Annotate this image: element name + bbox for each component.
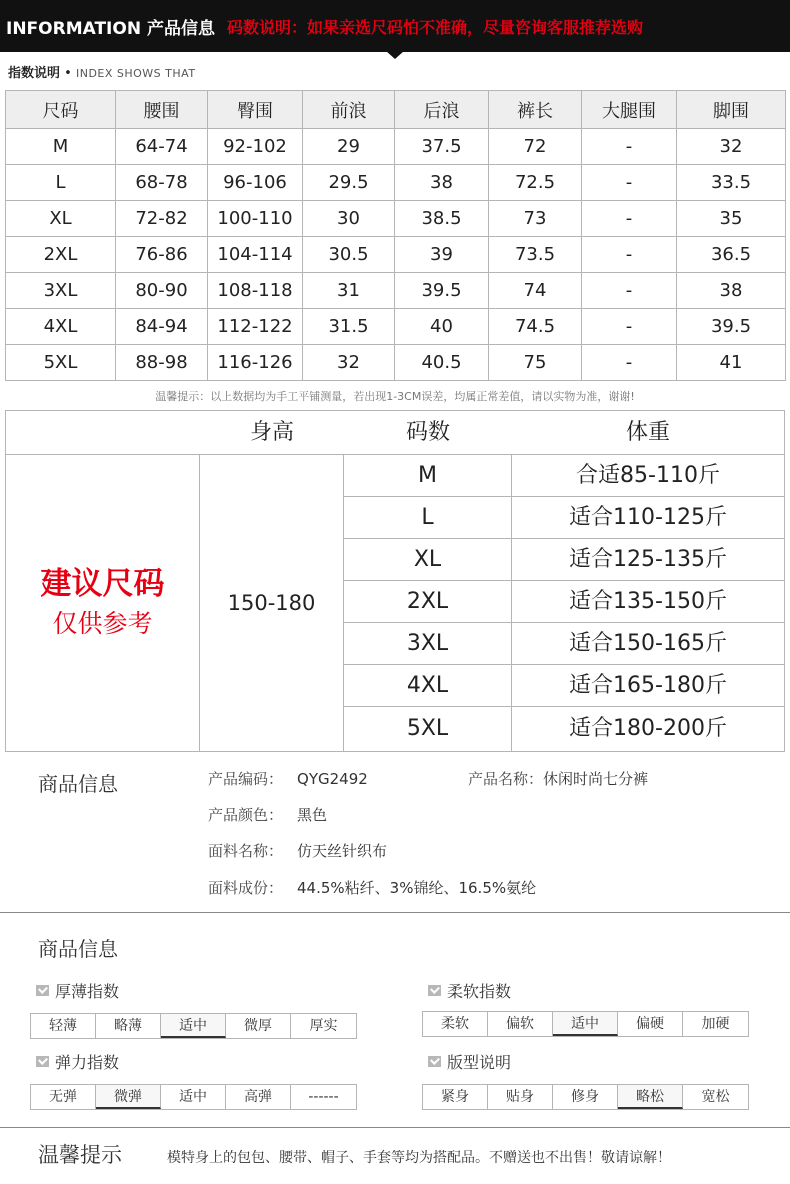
table-cell: -	[582, 345, 677, 381]
table-cell: 2XL	[6, 237, 116, 273]
softness-label	[428, 979, 511, 1002]
measurement-tip: 温馨提示：以上数据均为手工平铺测量，若出现1-3CM误差，均属正常差值，请以实物为准，谢谢!	[155, 390, 635, 403]
table-cell: 3XL	[6, 273, 116, 309]
warm-tip-text: 模特身上的包包、腰带、帽子、手套等均为搭配品。不赠送也不出售！敬请谅解！	[167, 1150, 671, 1166]
header-size: 尺码	[6, 91, 116, 129]
scale-option: ------	[308, 1089, 339, 1105]
product-color-value: 黑色	[297, 806, 328, 824]
table-cell: 74.5	[489, 309, 582, 345]
table-cell: 36.5	[677, 237, 786, 273]
table-cell: 41	[677, 345, 786, 381]
fit-label	[428, 1050, 511, 1073]
table-cell: 40	[395, 309, 489, 345]
table-cell: 92-102	[208, 129, 303, 165]
header-leg-opening: 脚围	[677, 91, 786, 129]
table-cell: 39	[395, 237, 489, 273]
table-row	[6, 165, 786, 201]
warm-tip-title: 温馨提示	[38, 1143, 122, 1167]
table-cell: L	[6, 165, 116, 201]
table-cell: -	[582, 309, 677, 345]
header-length: 裤长	[489, 91, 582, 129]
product-composition	[208, 877, 536, 898]
product-fabric	[208, 840, 387, 861]
softness-scale	[422, 1011, 749, 1037]
table-row	[6, 345, 786, 381]
recommend-weight: 适合180-200斤	[569, 716, 727, 741]
index-label: 指数说明	[8, 66, 61, 81]
fit-scale	[422, 1084, 749, 1110]
table-cell: -	[582, 165, 677, 201]
scale-option-selected: 微弹	[96, 1085, 161, 1109]
table-cell: 72-82	[116, 201, 208, 237]
table-cell: 108-118	[208, 273, 303, 309]
scale-option: 略薄	[96, 1014, 161, 1038]
scale-option: 修身	[553, 1085, 618, 1109]
scale-option: 高弹	[226, 1085, 291, 1109]
scale-option: 厚实	[309, 1018, 338, 1034]
product-name	[468, 768, 648, 789]
recommend-code: M	[344, 455, 512, 497]
scale-option: 紧身	[423, 1085, 488, 1109]
table-cell: 4XL	[6, 309, 116, 345]
scale-option: 加硬	[701, 1016, 730, 1032]
fit-label-text: 版型说明	[447, 1053, 512, 1072]
table-cell: 74	[489, 273, 582, 309]
elasticity-label-text: 弹力指数	[55, 1053, 120, 1072]
scale-option: 轻薄	[31, 1014, 96, 1038]
recommend-label-big: 建议尺码	[40, 566, 165, 602]
table-cell: 38.5	[395, 201, 489, 237]
product-code	[208, 768, 368, 789]
table-cell: 38	[395, 165, 489, 201]
scale-option: 贴身	[488, 1085, 553, 1109]
check-icon	[36, 1056, 49, 1067]
product-composition-value: 44.5%粘纤、3%锦纶、16.5%氨纶	[297, 879, 537, 897]
table-row	[6, 129, 786, 165]
table-cell: -	[582, 237, 677, 273]
table-cell: 30.5	[303, 237, 395, 273]
scale-option: 柔软	[423, 1012, 488, 1036]
check-icon	[428, 1056, 441, 1067]
recommend-header-weight: 体重	[625, 420, 670, 445]
product-code-label: 产品编码：	[208, 770, 284, 788]
index-caption	[8, 62, 196, 81]
section-divider	[0, 1127, 790, 1128]
recommend-weight: 适合165-180斤	[569, 673, 727, 698]
table-cell: 40.5	[395, 345, 489, 381]
recommend-label-small: 仅供参考	[52, 609, 153, 638]
table-cell: 68-78	[116, 165, 208, 201]
header-size-note: 码数说明：如果亲选尺码怕不准确，尽量咨询客服推荐选购	[226, 17, 643, 37]
recommend-weight: 合适85-110斤	[576, 463, 720, 488]
table-cell: -	[582, 129, 677, 165]
table-cell: 39.5	[395, 273, 489, 309]
recommend-row	[344, 497, 784, 539]
table-cell: 39.5	[677, 309, 786, 345]
header-thigh: 大腿围	[582, 91, 677, 129]
scale-option: 微厚	[226, 1014, 291, 1038]
recommend-code: 2XL	[344, 581, 512, 623]
header-front-rise: 前浪	[303, 91, 395, 129]
scale-option: 无弹	[31, 1085, 96, 1109]
table-cell: XL	[6, 201, 116, 237]
scale-option: 偏软	[488, 1012, 553, 1036]
table-cell: -	[582, 273, 677, 309]
recommend-weight: 适合150-165斤	[569, 631, 727, 656]
scale-option-selected: 适中	[161, 1014, 226, 1038]
header-title: INFORMATION 产品信息	[6, 18, 215, 39]
header-bar	[0, 0, 790, 52]
table-cell: 31	[303, 273, 395, 309]
elasticity-label	[36, 1050, 119, 1073]
table-cell: 38	[677, 273, 786, 309]
recommend-header-height: 身高	[249, 420, 294, 445]
table-cell: 112-122	[208, 309, 303, 345]
product-name-label: 产品名称：	[468, 770, 544, 788]
product-color	[208, 804, 327, 825]
product-code-value: QYG2492	[297, 770, 368, 788]
table-cell: 37.5	[395, 129, 489, 165]
softness-label-text: 柔软指数	[447, 982, 512, 1001]
table-cell: 75	[489, 345, 582, 381]
thickness-scale	[30, 1013, 357, 1039]
recommend-weight: 适合135-150斤	[569, 589, 727, 614]
header-back-rise: 后浪	[395, 91, 489, 129]
header-waist: 腰围	[116, 91, 208, 129]
scale-option: 偏硬	[618, 1012, 683, 1036]
check-icon	[428, 985, 441, 996]
table-cell: 72.5	[489, 165, 582, 201]
recommend-row	[344, 623, 784, 665]
scale-option-selected: 略松	[618, 1085, 683, 1109]
recommend-header-code: 码数	[405, 420, 450, 445]
scale-option: 适中	[161, 1085, 226, 1109]
size-table	[5, 90, 786, 381]
table-cell: 116-126	[208, 345, 303, 381]
product-fabric-label: 面料名称：	[208, 842, 284, 860]
index-english: INDEX SHOWS THAT	[75, 67, 196, 80]
table-cell: 29.5	[303, 165, 395, 201]
scale-option-selected: 适中	[553, 1012, 618, 1036]
table-cell: 32	[303, 345, 395, 381]
metrics-title: 商品信息	[38, 937, 118, 961]
recommend-table	[5, 410, 785, 752]
product-color-label: 产品颜色：	[208, 806, 284, 824]
scale-option: 宽松	[701, 1089, 730, 1105]
product-info-title: 商品信息	[38, 772, 118, 796]
table-cell: 32	[677, 129, 786, 165]
recommend-code: 3XL	[344, 623, 512, 665]
table-cell: 84-94	[116, 309, 208, 345]
table-row	[6, 309, 786, 345]
thickness-label-text: 厚薄指数	[55, 982, 120, 1001]
table-cell: 5XL	[6, 345, 116, 381]
thickness-label	[36, 979, 119, 1002]
table-cell: 100-110	[208, 201, 303, 237]
size-table-header-row	[6, 91, 786, 129]
header-notch	[386, 51, 404, 59]
table-cell: 104-114	[208, 237, 303, 273]
recommend-code: 4XL	[344, 665, 512, 707]
recommend-row	[344, 455, 784, 497]
recommend-weight: 适合125-135斤	[569, 547, 727, 572]
index-dot: •	[64, 66, 72, 81]
recommend-row	[344, 539, 784, 581]
recommend-weight: 适合110-125斤	[569, 505, 727, 530]
table-cell: -	[582, 201, 677, 237]
table-row	[6, 273, 786, 309]
recommend-label-cell	[6, 455, 200, 751]
product-composition-label: 面料成份：	[208, 879, 284, 897]
recommend-code: 5XL	[344, 707, 512, 751]
table-cell: 64-74	[116, 129, 208, 165]
table-cell: 72	[489, 129, 582, 165]
recommend-header-row	[6, 411, 784, 455]
table-cell: 88-98	[116, 345, 208, 381]
table-cell: 96-106	[208, 165, 303, 201]
table-row	[6, 237, 786, 273]
table-cell: 73	[489, 201, 582, 237]
recommend-row	[344, 707, 784, 751]
recommend-row	[344, 665, 784, 707]
recommend-code: XL	[344, 539, 512, 581]
check-icon	[36, 985, 49, 996]
table-row	[6, 201, 786, 237]
product-name-value: 休闲时尚七分裤	[543, 770, 649, 788]
header-hip: 臀围	[208, 91, 303, 129]
recommend-row	[344, 581, 784, 623]
recommend-code: L	[344, 497, 512, 539]
table-cell: 35	[677, 201, 786, 237]
table-cell: 80-90	[116, 273, 208, 309]
recommend-height-range: 150-180	[200, 455, 344, 751]
table-cell: M	[6, 129, 116, 165]
product-fabric-value: 仿天丝针织布	[297, 842, 388, 860]
table-cell: 30	[303, 201, 395, 237]
table-cell: 76-86	[116, 237, 208, 273]
table-cell: 29	[303, 129, 395, 165]
section-divider	[0, 912, 790, 913]
table-cell: 73.5	[489, 237, 582, 273]
table-cell: 33.5	[677, 165, 786, 201]
elasticity-scale	[30, 1084, 357, 1110]
table-cell: 31.5	[303, 309, 395, 345]
